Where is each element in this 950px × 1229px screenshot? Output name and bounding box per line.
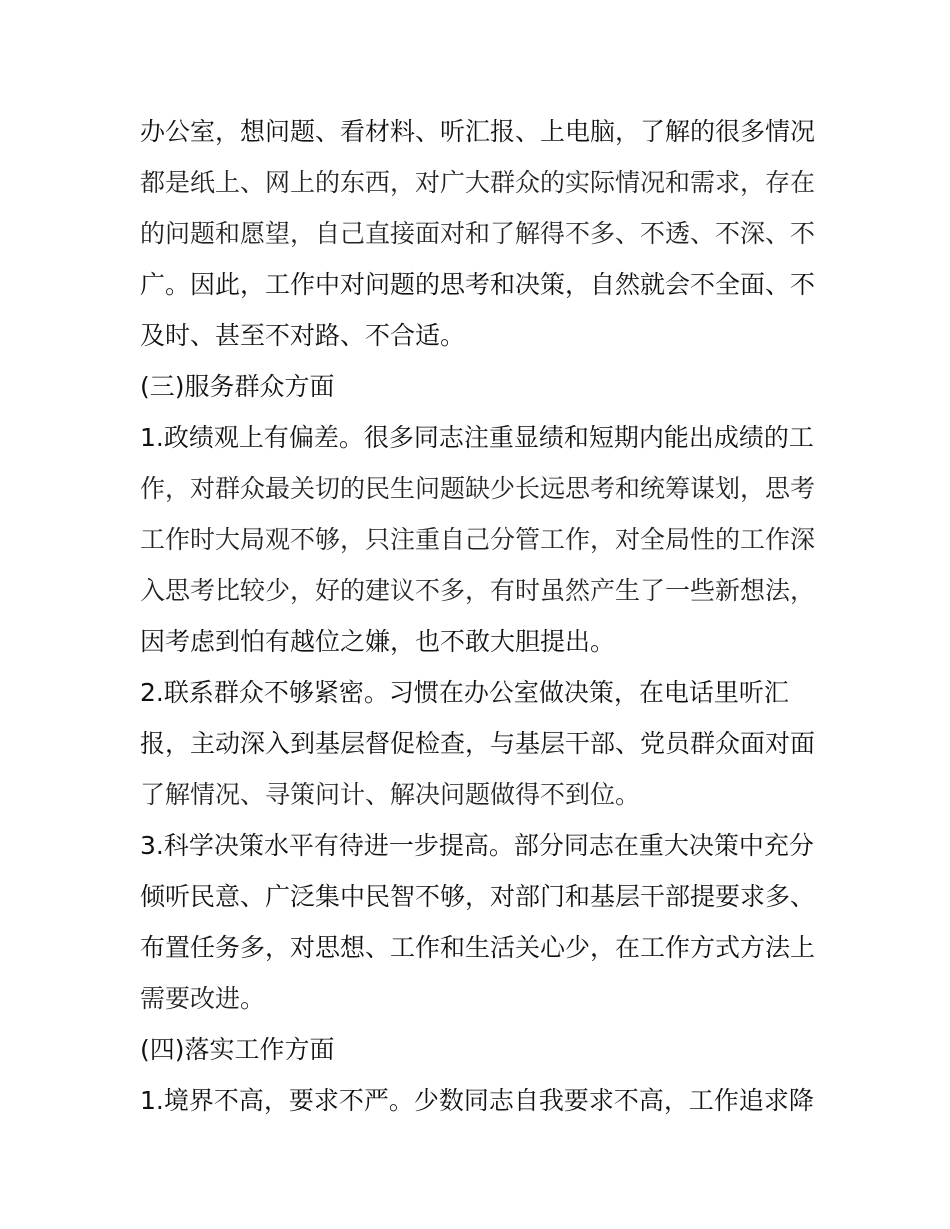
text-line: 1.政绩观上有偏差。很多同志注重显绩和短期内能出成绩的工	[140, 423, 814, 452]
text-line: 作，对群众最关切的民生问题缺少长远思考和统筹谋划，思考	[140, 474, 816, 503]
text-line: 报，主动深入到基层督促检查，与基层干部、党员群众面对面	[140, 729, 816, 758]
text-line: 及时、甚至不对路、不合适。	[140, 321, 466, 350]
text-line: 因考虑到怕有越位之嫌，也不敢大胆提出。	[140, 627, 616, 656]
document-body	[140, 106, 820, 1126]
section-heading: (三)服务群众方面	[140, 372, 335, 401]
text-line: 2.联系群众不够紧密。习惯在办公室做决策，在电话里听汇	[140, 678, 789, 707]
text-line: 入思考比较少，好的建议不多，有时虽然产生了一些新想法，	[140, 576, 816, 605]
text-line: 广。因此，工作中对问题的思考和决策，自然就会不全面、不	[140, 270, 816, 299]
section-heading: (四)落实工作方面	[140, 1035, 335, 1064]
text-line: 倾听民意、广泛集中民智不够，对部门和基层干部提要求多、	[140, 882, 816, 911]
text-line: 3.科学决策水平有待进一步提高。部分同志在重大决策中充分	[140, 831, 814, 860]
text-line: 工作时大局观不够，只注重自己分管工作，对全局性的工作深	[140, 525, 816, 554]
text-line: 1.境界不高，要求不严。少数同志自我要求不高，工作追求降	[140, 1086, 814, 1115]
text-line: 布置任务多，对思想、工作和生活关心少，在工作方式方法上	[140, 933, 816, 962]
text-line: 的问题和愿望，自己直接面对和了解得不多、不透、不深、不	[140, 219, 816, 248]
text-line: 办公室，想问题、看材料、听汇报、上电脑，了解的很多情况	[140, 117, 816, 146]
text-line: 需要改进。	[140, 984, 266, 1013]
text-line: 都是纸上、网上的东西，对广大群众的实际情况和需求，存在	[140, 168, 816, 197]
text-line: 了解情况、寻策问计、解决问题做得不到位。	[140, 780, 641, 809]
